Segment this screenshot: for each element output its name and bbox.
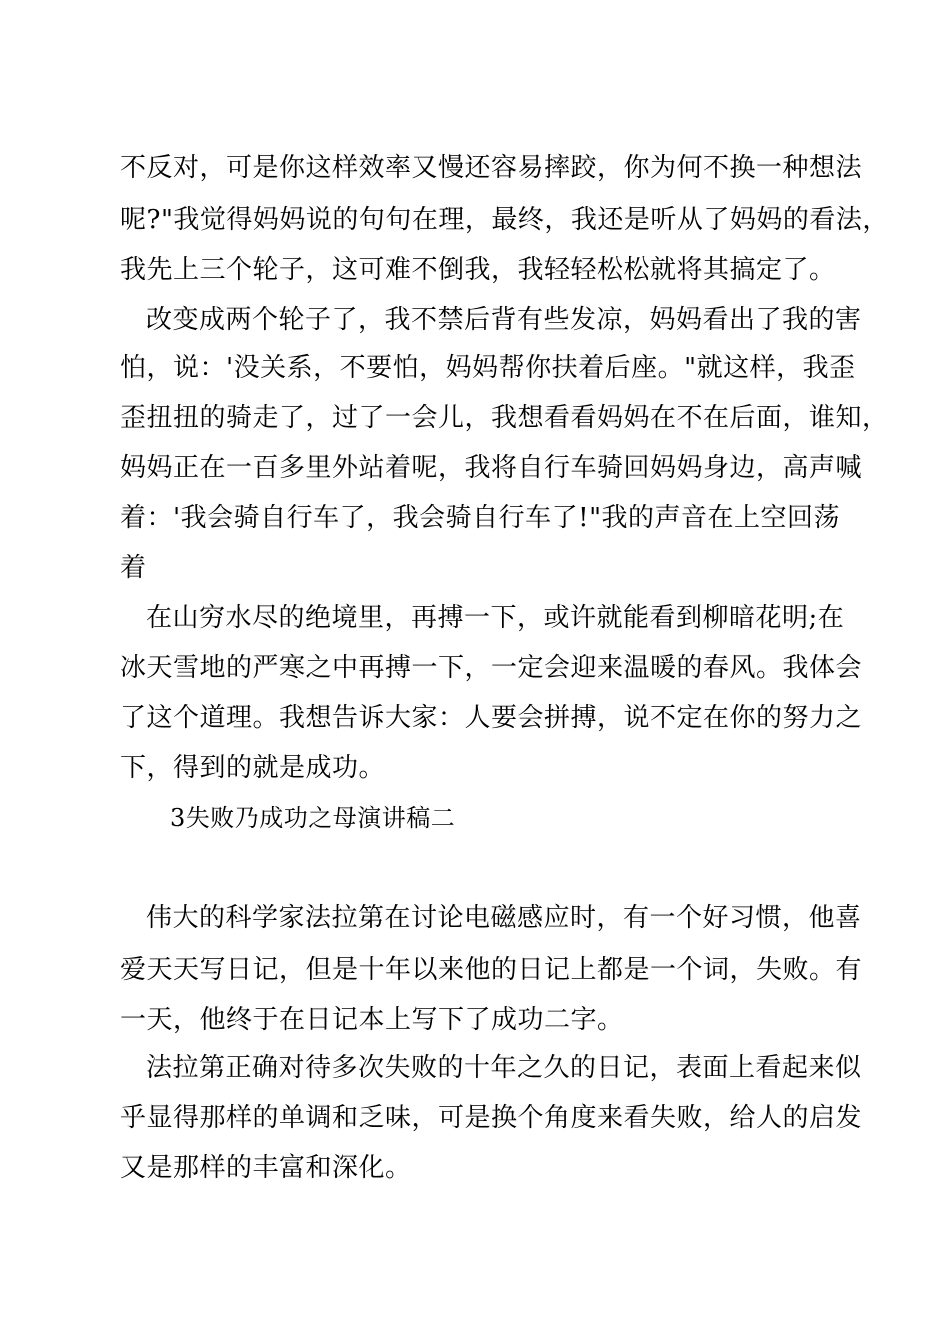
section-heading: 3失败乃成功之母演讲稿二 (170, 804, 456, 832)
text-line: 一天，他终于在日记本上写下了成功二字。 (120, 1005, 624, 1035)
text-line: 了这个道理。我想告诉大家：人要会拼搏，说不定在你的努力之 (120, 703, 863, 733)
text-line: 改变成两个轮子了，我不禁后背有些发凉，妈妈看出了我的害 (146, 305, 862, 335)
text-line: 爱天天写日记，但是十年以来他的日记上都是一个词，失败。有 (120, 955, 863, 985)
text-line: 又是那样的丰富和深化。 (120, 1153, 412, 1183)
text-line: 我先上三个轮子，这可难不倒我，我轻轻松松就将其搞定了。 (120, 255, 836, 285)
text-line: 下，得到的就是成功。 (120, 753, 386, 783)
text-line: 呢?"我觉得妈妈说的句句在理，最终，我还是听从了妈妈的看法， (120, 205, 889, 235)
text-line: 歪扭扭的骑走了，过了一会儿，我想看看妈妈在不在后面，谁知， (120, 403, 889, 433)
text-line: 不反对，可是你这样效率又慢还容易摔跤，你为何不换一种想法 (120, 153, 863, 183)
text-line: 伟大的科学家法拉第在讨论电磁感应时，有一个好习惯，他喜 (146, 903, 862, 933)
text-line: 妈妈正在一百多里外站着呢，我将自行车骑回妈妈身边，高声喊 (120, 453, 863, 483)
text-line: 着 (120, 553, 147, 583)
text-line: 怕，说：'没关系，不要怕，妈妈帮你扶着后座。"就这样，我歪 (120, 353, 856, 383)
text-line: 在山穷水尽的绝境里，再搏一下，或许就能看到柳暗花明;在 (146, 603, 845, 633)
text-line: 法拉第正确对待多次失败的十年之久的日记，表面上看起来似 (146, 1053, 862, 1083)
text-line: 着：'我会骑自行车了，我会骑自行车了!"我的声音在上空回荡 (120, 503, 841, 533)
text-line: 冰天雪地的严寒之中再搏一下，一定会迎来温暖的春风。我体会 (120, 653, 863, 683)
text-line: 乎显得那样的单调和乏味，可是换个角度来看失败，给人的启发 (120, 1103, 863, 1133)
